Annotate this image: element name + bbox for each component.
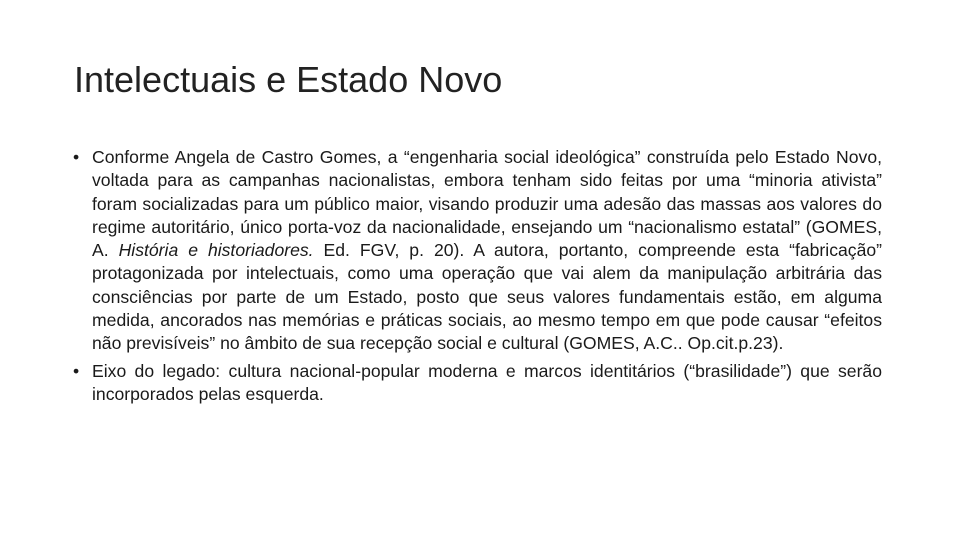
- bullet-dot-icon: •: [73, 147, 80, 167]
- bullet-text: Eixo do legado: cultura nacional-popular moderna e marcos identitários (“brasilidade”) que serão incorporados pelas esquerda.: [92, 360, 882, 404]
- bullet-italic-citation: História e historiadores.: [118, 240, 314, 261]
- slide-title: Intelectuais e Estado Novo: [74, 59, 503, 100]
- bullet-item-gomes: [72, 146, 882, 356]
- bullet-text-before-italic: Conforme Angela de Castro Gomes, a “engenharia social ideológica” construída pelo Estado Novo, voltada para as campanhas nacionalistas, embora tenham sido feitas por uma “minoria ativista” foram socializadas para um público maior, visando produzir uma adesão das massas aos valores do regime autoritário, único porta-voz da nacionalidade, ensejando um “nacionalismo estatal” (GOMES, A.: [92, 147, 882, 261]
- bullet-list: [72, 146, 882, 410]
- bullet-item-legado: [72, 360, 882, 407]
- bullet-dot-icon: •: [73, 360, 80, 381]
- bullet-text-after-italic: Ed. FGV, p. 20). A autora, portanto, compreende esta “fabricação” protagonizada por intelectuais, como uma operação que vai alem da manipulação arbitrária das consciências por parte de um Estado, posto que seus valores fundamentais estão, em alguma medida, ancorados nas memórias e práticas sociais, ao mesmo tempo em que pode causar “efeitos não previsíveis” no âmbito de sua recepção social e cultural (GOMES, A.C.. Op.cit.p.23).: [92, 240, 883, 354]
